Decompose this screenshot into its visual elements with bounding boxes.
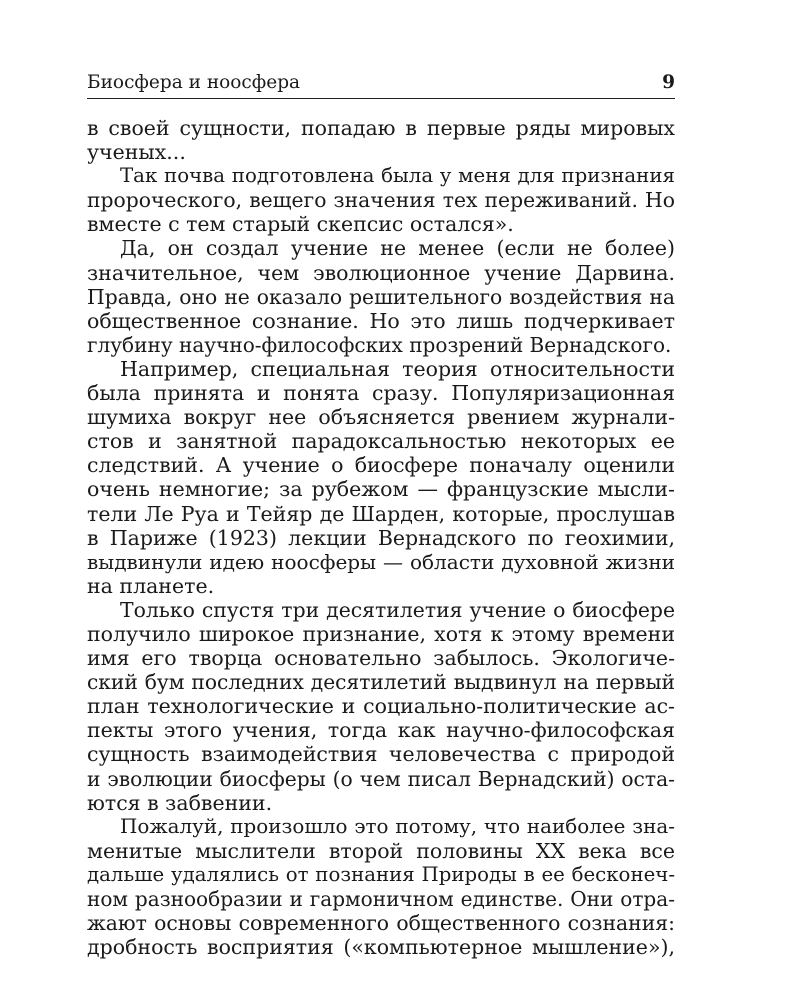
text-line: Правда, оно не оказало решительного воздействия на xyxy=(87,284,675,309)
text-line: ном разнообразии и гармоничном единстве. Они отра- xyxy=(87,887,675,911)
text-line: и эволюции биосферы (о чем писал Вернадский) оста- xyxy=(87,766,675,791)
text-line: дальше удалялись от познания Природы в ее бесконеч- xyxy=(87,862,675,886)
body-text xyxy=(87,116,675,959)
text-line: пекты этого учения, тогда как научно-философская xyxy=(87,718,675,743)
paragraph xyxy=(87,598,675,815)
text-line: очень немногие; за рубежом — французские мысли- xyxy=(87,477,675,502)
paragraph xyxy=(87,815,675,960)
text-line: план технологические и социально-политические ас- xyxy=(87,694,675,719)
paragraph xyxy=(87,116,675,164)
page-number: 9 xyxy=(662,72,675,93)
text-line: дробность восприятия («компьютерное мышление»), xyxy=(87,935,675,960)
text-line: глубину научно-философских прозрений Вернадского. xyxy=(87,332,672,357)
text-line: ются в забвении. xyxy=(87,790,273,815)
text-line: в своей сущности, попадаю в первые ряды мировых xyxy=(87,116,675,140)
text-line: Только спустя три десятилетия учение о биосфере xyxy=(120,597,675,622)
running-head xyxy=(87,70,675,98)
text-line: ский бум последних десятилетий выдвинул на первый xyxy=(87,670,675,695)
text-line: была принята и понята сразу. Популяризационная xyxy=(87,381,675,406)
paragraph xyxy=(87,357,675,598)
text-line: выдвинули идею ноосферы — области духовной жизни xyxy=(87,549,675,574)
text-line: ученых... xyxy=(87,140,186,165)
text-line: получило широкое признание, хотя к этому времени xyxy=(87,621,675,646)
text-line: в Париже (1923) лекции Вернадского по геохимии, xyxy=(87,525,675,550)
text-line: значительное, чем эволюционное учение Дарвина. xyxy=(87,260,675,285)
text-line: Да, он создал учение не менее (если не более) xyxy=(120,236,675,261)
running-title: Биосфера и ноосфера xyxy=(87,72,301,93)
text-line: Так почва подготовлена была у меня для признания xyxy=(120,164,675,188)
text-line: вместе с тем старый скепсис остался». xyxy=(87,212,514,237)
text-line: общественное сознание. Но это лишь подчеркивает xyxy=(87,308,675,333)
text-line: шумиха вокруг нее объясняется рвением журнали- xyxy=(87,405,675,430)
text-line: пророческого, вещего значения тех переживаний. Но xyxy=(87,188,675,213)
text-line: Пожалуй, произошло это потому, что наиболее зна- xyxy=(120,814,675,838)
text-line: следствий. А учение о биосфере поначалу оценили xyxy=(87,453,675,478)
text-line: менитые мыслители второй половины XX века все xyxy=(87,838,675,863)
paragraph xyxy=(87,236,675,356)
text-line: стов и занятной парадоксальностью некоторых ее xyxy=(87,429,675,454)
header-rule xyxy=(87,98,675,99)
text-line: Например, специальная теория относительности xyxy=(120,356,675,381)
text-line: сущность взаимодействия человечества с природой xyxy=(87,742,675,767)
text-line: на планете. xyxy=(87,573,215,598)
text-line: тели Ле Руа и Тейяр де Шарден, которые, прослушав xyxy=(87,501,675,526)
text-line: имя его творца основательно забылось. Экологиче- xyxy=(87,646,675,671)
paragraph xyxy=(87,164,675,236)
text-line: жают основы современного общественного сознания: xyxy=(87,911,675,936)
